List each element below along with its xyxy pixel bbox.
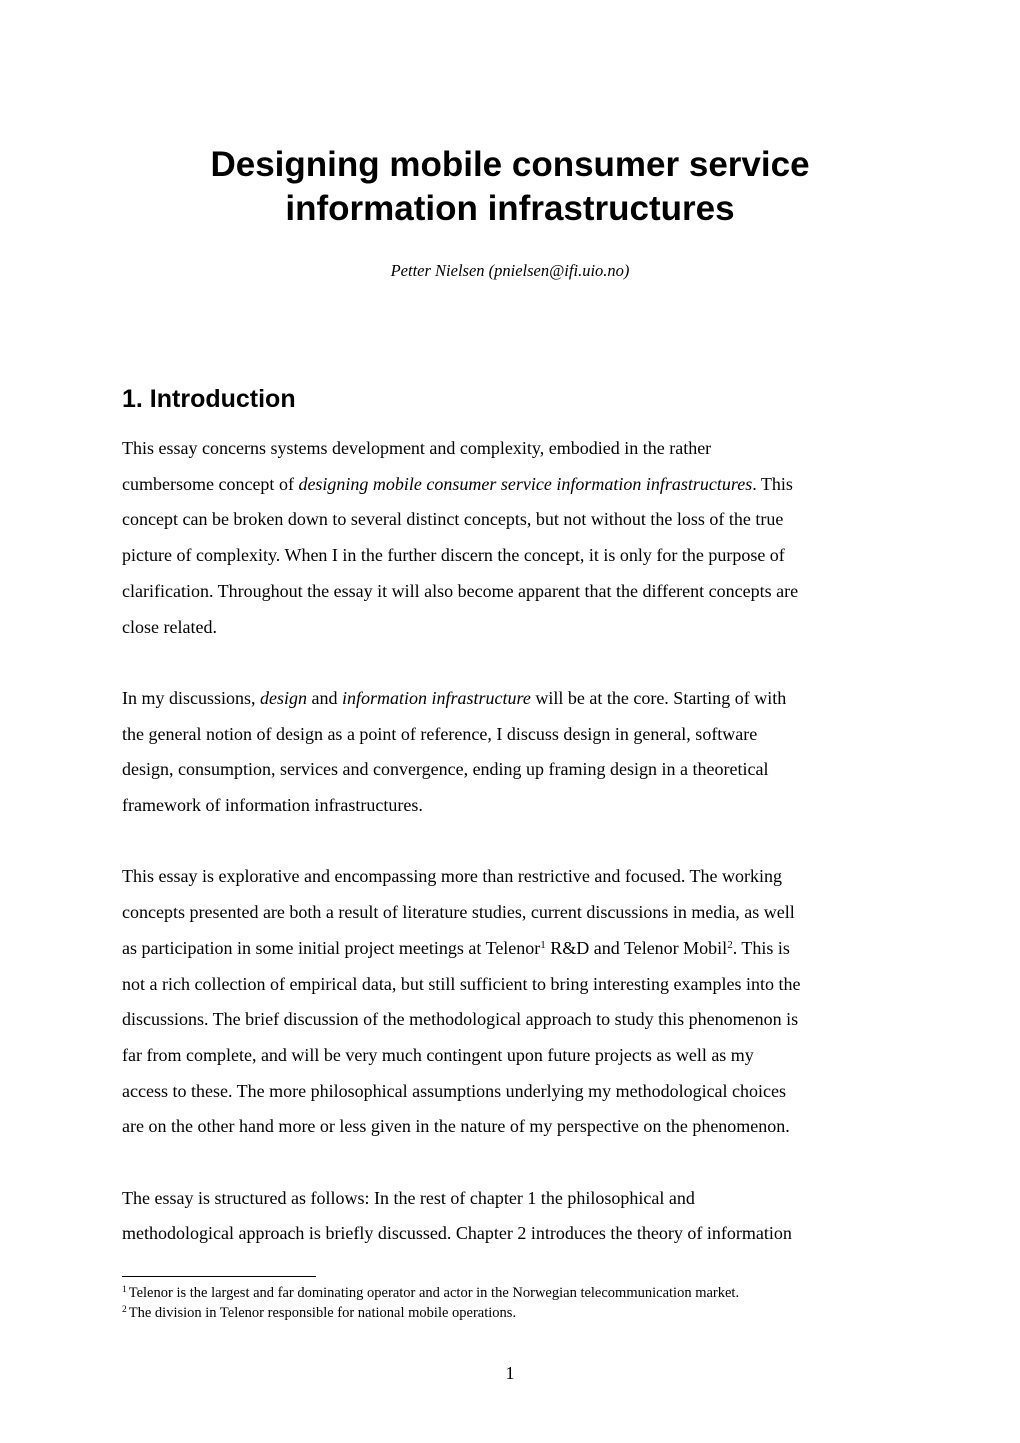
paragraph-4	[122, 1181, 912, 1252]
paragraph-2-line-2: the general notion of design as a point of reference, I discuss design in general, software	[122, 723, 758, 744]
paragraph-4-line-1: The essay is structured as follows: In the rest of chapter 1 the philosophical and	[122, 1187, 695, 1208]
text-run: . This is	[732, 937, 790, 958]
title-line-1: Designing mobile consumer service	[210, 145, 810, 184]
page-number: 1	[505, 1363, 515, 1383]
text-run: . This	[752, 473, 793, 494]
footnote-ref-1[interactable]: 1	[540, 938, 546, 951]
paragraph-1-line-6: close related.	[122, 616, 217, 637]
paragraph-2-line-3: design, consumption, services and convergence, ending up framing design in a theoretical	[122, 759, 769, 780]
paragraph-1-line-4: picture of complexity. When I in the further discern the concept, it is only for the purpose of	[122, 545, 785, 566]
paragraph-3-line-2: concepts presented are both a result of literature studies, current discussions in media, as well	[122, 902, 795, 923]
paragraph-2-line-4: framework of information infrastructures.	[122, 795, 423, 816]
paragraph-2	[122, 681, 912, 824]
footnote-2	[122, 1303, 912, 1323]
title-line-2: information infrastructures	[285, 189, 735, 228]
paragraph-1-line-3: concept can be broken down to several distinct concepts, but not without the loss of the true	[122, 509, 784, 530]
footnote-text: The division in Telenor responsible for national mobile operations.	[128, 1305, 517, 1321]
paragraph-1	[122, 431, 912, 645]
author-line: Petter Nielsen (pnielsen@ifi.uio.no)	[390, 261, 630, 280]
paragraph-3-line-8: are on the other hand more or less given in the nature of my perspective on the phenomenon.	[122, 1116, 790, 1137]
section-heading-introduction: 1. Introduction	[122, 385, 296, 413]
text-run: R&D and Telenor Mobil	[545, 937, 728, 958]
document-title	[0, 143, 1020, 231]
footnote-separator	[122, 1276, 316, 1277]
text-run: will be at the core. Starting of with	[530, 687, 787, 708]
footnote-mark: 1	[122, 1285, 127, 1295]
paragraph-1-line-1: This essay concerns systems development and complexity, embodied in the rather	[122, 438, 712, 458]
paragraph-3	[122, 859, 912, 1145]
paragraph-3-line-3	[122, 931, 912, 967]
footnotes	[122, 1283, 912, 1323]
italic-term: information infrastructure	[342, 687, 531, 708]
text-run: In my discussions,	[122, 687, 261, 708]
italic-term: design	[260, 687, 308, 708]
paragraph-3-line-6: far from complete, and will be very much contingent upon future projects as well as my	[122, 1044, 754, 1065]
paragraph-1-line-2	[122, 467, 912, 503]
paragraph-2-line-1	[122, 681, 912, 717]
footnote-text: Telenor is the largest and far dominating operator and actor in the Norwegian telecommunication market.	[128, 1285, 740, 1301]
footnote-mark: 2	[122, 1305, 127, 1315]
text-run: and	[307, 687, 343, 708]
italic-term: designing mobile consumer service information infrastructures	[298, 473, 753, 494]
paragraph-3-line-7: access to these. The more philosophical assumptions underlying my methodological choices	[122, 1080, 787, 1101]
footnote-1	[122, 1283, 912, 1303]
footnote-ref-2[interactable]: 2	[727, 938, 733, 951]
paragraph-1-line-5: clarification. Throughout the essay it will also become apparent that the different concepts are	[122, 580, 799, 601]
paragraph-4-line-2: methodological approach is briefly discussed. Chapter 2 introduces the theory of information	[122, 1223, 792, 1244]
paragraph-3-line-4: not a rich collection of empirical data, but still sufficient to bring interesting examples into the	[122, 973, 801, 994]
paragraph-3-line-1: This essay is explorative and encompassing more than restrictive and focused. The working	[122, 866, 782, 887]
text-run: as participation in some initial project meetings at Telenor	[122, 937, 541, 958]
paragraph-3-line-5: discussions. The brief discussion of the methodological approach to study this phenomenon is	[122, 1009, 799, 1030]
body-text	[122, 431, 912, 1288]
text-run: cumbersome concept of	[122, 473, 299, 494]
